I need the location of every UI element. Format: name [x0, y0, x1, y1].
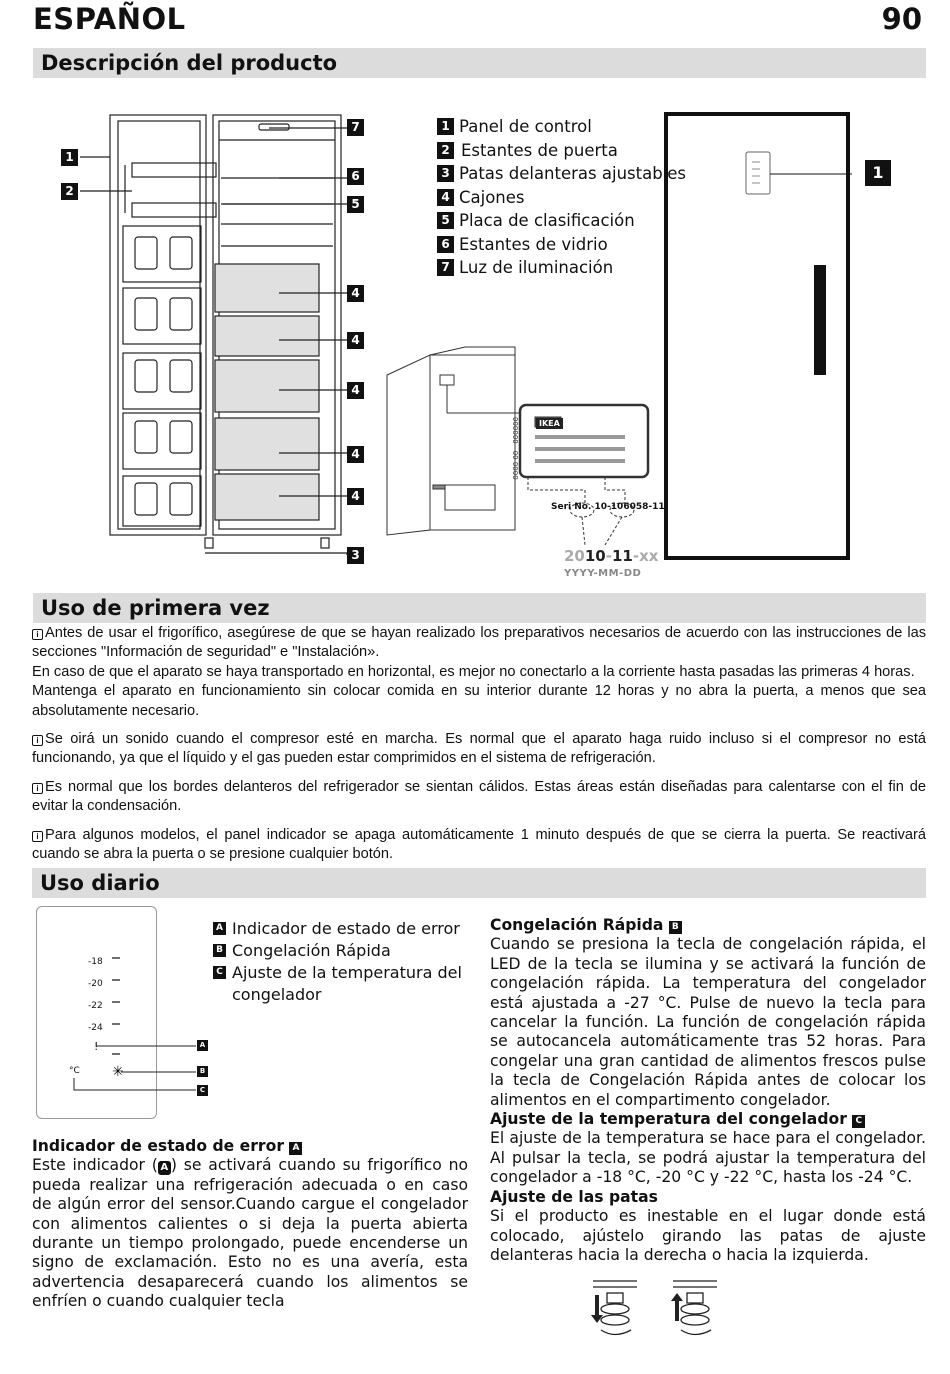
- legend-num: 4: [437, 189, 454, 206]
- legend-item: [437, 256, 686, 280]
- first-use-p3: Mantenga el aparato en funcionamiento sin colocar comida en su interior durante 12 horas y no abra la puerta, a menos que sea absolutamente necesario.: [32, 683, 926, 719]
- fast-freeze-tag: B: [669, 921, 682, 934]
- ikea-logo: IKEA: [536, 418, 563, 429]
- error-indicator-heading: Indicador de estado de error A: [32, 1137, 468, 1156]
- temp-label: -24: [88, 1023, 103, 1033]
- panel-legend-letter: B: [213, 944, 226, 957]
- callout-4-tag-d: 4: [347, 446, 364, 463]
- panel-legend-item: [213, 940, 473, 962]
- panel-tag-a: A: [197, 1040, 208, 1051]
- legend-label: Luz de iluminación: [459, 258, 614, 277]
- legend-label: Panel de control: [459, 117, 592, 136]
- temp-label: -20: [88, 979, 103, 989]
- error-indicator-section: [32, 1137, 468, 1312]
- fast-freeze-heading: Congelación Rápida B: [490, 916, 926, 935]
- warning-mark: !: [94, 1040, 99, 1053]
- panel-legend-label: Indicador de estado de error: [232, 919, 460, 938]
- first-use-p4: Se oirá un sonido cuando el compresor esté en marcha. Es normal que el aparato haga ruido incluso si el compresor no está funcionando, ya que el líquido y el gas pueden estar comprimidos en el sistema de refrigeración.: [32, 731, 926, 767]
- callout-7-tag: 7: [347, 119, 364, 136]
- callout-4-tag-b: 4: [347, 332, 364, 349]
- panel-legend-item: [213, 918, 473, 940]
- manufacture-date: 2010-11-xx: [564, 547, 659, 565]
- legend-num: 5: [437, 212, 454, 229]
- closed-door-diagram: [664, 112, 852, 560]
- info-icon: i: [32, 735, 43, 746]
- callout-1-control-panel-tag: 1: [865, 160, 891, 186]
- fast-freeze-body: Cuando se presiona la tecla de congelación rápida, el LED de la tecla se ilumina y se activará la función de congelación rápida. La temperatura del congelador está ajustada a -27 °C. Pulse de nuevo la tecla para cancelar la función. La función de congelación rápida se autocancela automáticamente tras 52 horas. Para congelar una gran cantidad de alimentos frescos pulse la tecla de Congelación Rápida antes de colocar los alimentos en el compartimento congelador.: [490, 935, 926, 1109]
- legend-label: Estantes de puerta: [461, 140, 618, 160]
- legend-num: 3: [437, 165, 454, 182]
- legend-item: [437, 209, 686, 233]
- first-use-paragraph: [32, 730, 926, 769]
- first-use-paragraph: [32, 624, 926, 663]
- first-use-p1: Antes de usar el frigorífico, asegúrese de que se hayan realizado los preparativos necesarios de acuerdo con las instrucciones de las secciones "Información de seguridad" e "Instalación».: [32, 625, 926, 661]
- control-panel-lines: [36, 906, 216, 1119]
- temp-adjust-heading: Ajuste de la temperatura del congelador C: [490, 1110, 926, 1129]
- panel-legend-letter: C: [213, 966, 226, 979]
- legend-num: 1: [437, 118, 454, 135]
- section-title-daily-use: Uso diario: [32, 868, 926, 898]
- legend-label: Patas delanteras ajustables: [459, 164, 687, 183]
- open-freezer-diagram: [55, 108, 375, 568]
- legend-item: [437, 139, 686, 163]
- panel-tag-b: B: [197, 1066, 208, 1077]
- info-icon: i: [32, 629, 43, 640]
- legend-item: [437, 115, 686, 139]
- legend-label: Estantes de vidrio: [459, 234, 608, 254]
- error-indicator-body: Este indicador ( A ) se activará cuando su frigorífico no pueda realizar una refrigeración adecuada o en caso de algún error del sensor.Cuando cargue el congelador con alimentos calientes o si deja la puerta abierta durante un tiempo prolongado, puede encenderse un signo de exclamación. Esto no es una avería, esta advertencia desaparecerá cuando los alimentos se enfríen o cuando cualquier tecla: [32, 1156, 468, 1311]
- legend-num: 6: [437, 236, 454, 253]
- temp-adjust-body: El ajuste de la temperatura se hace para el congelador. Al pulsar la tecla, se podrá ajustar la temperatura del congelador a -18 °C, -20 °C y -22 °C, hasta los -24 °C.: [490, 1129, 926, 1187]
- first-use-paragraph: [32, 826, 926, 865]
- callout-3-tag: 3: [347, 547, 364, 564]
- temp-adjust-tag: C: [852, 1115, 865, 1128]
- first-use-p2: En caso de que el aparato se haya transportado en horizontal, es mejor no conectarlo a la corriente hasta pasadas las primeras 4 horas.: [32, 663, 915, 680]
- celsius-label: °C: [69, 1066, 80, 1076]
- page-number: 90: [881, 2, 922, 36]
- error-indicator-tag: A: [289, 1142, 302, 1155]
- panel-legend-label: Congelación Rápida: [232, 941, 391, 960]
- legend-label: Cajones: [459, 187, 525, 207]
- first-use-text: [32, 624, 926, 864]
- legend-item: [437, 162, 686, 186]
- callout-4-tag-c: 4: [347, 382, 364, 399]
- serial-value: 10-106058-11: [594, 502, 665, 512]
- svg-text:000000 - 00 0000: 000000 - 00 0000: [511, 417, 519, 480]
- panel-tag-c: C: [197, 1085, 208, 1096]
- legend-num: 2: [437, 142, 454, 159]
- snowflake-icon: ✳: [112, 1064, 124, 1080]
- serial-label: Seri No. 10-106058-11: [551, 502, 665, 512]
- callout-1-tag: 1: [61, 149, 78, 166]
- legend-label: Placa de clasificación: [459, 211, 635, 230]
- first-use-paragraph: [32, 778, 926, 817]
- temp-label: -18: [88, 957, 103, 967]
- feet-adjust-heading: Ajuste de las patas: [490, 1187, 658, 1206]
- temp-label: -22: [88, 1001, 103, 1011]
- first-use-p6: Para algunos modelos, el panel indicador se apaga automáticamente 1 minuto después de que se cierra la puerta. Se reactivará cuando se abra la puerta o se presione cualquier botón.: [32, 826, 926, 863]
- callout-4-tag-a: 4: [347, 285, 364, 302]
- callout-6-tag: 6: [347, 168, 364, 185]
- callout-5-tag: 5: [347, 196, 364, 213]
- legend-item: [437, 233, 686, 257]
- panel-legend-letter: A: [213, 922, 226, 935]
- inline-tag-a: A: [158, 1161, 171, 1175]
- panel-legend-label: Ajuste de la temperatura del congelador: [232, 963, 462, 1004]
- legend-num: 7: [437, 259, 454, 276]
- feet-adjust-body: Si el producto es inestable en el lugar donde está colocado, ajústelo girando las patas de ajuste delanteras hacia la derecha o hacia la izquierda.: [490, 1207, 926, 1264]
- panel-legend-item: [213, 962, 473, 1006]
- feet-adjust-illustration: [585, 1275, 725, 1340]
- callout-2-tag: 2: [61, 183, 78, 200]
- section-title-product-description: Descripción del producto: [33, 48, 926, 78]
- info-icon: i: [32, 783, 43, 794]
- language-heading: ESPAÑOL: [33, 2, 186, 36]
- section-title-first-use: Uso de primera vez: [33, 593, 926, 623]
- control-panel-legend: [213, 918, 473, 1006]
- date-format: YYYY-MM-DD: [564, 568, 642, 579]
- parts-legend: [437, 115, 686, 280]
- first-use-p5: Es normal que los bordes delanteros del refrigerador se sientan cálidos. Estas áreas están diseñadas para calentarse con el fin de evitar la condensación.: [32, 778, 926, 815]
- callout-4-tag-e: 4: [347, 488, 364, 505]
- right-column: [490, 916, 926, 1265]
- info-icon: i: [32, 831, 43, 842]
- legend-item: [437, 186, 686, 210]
